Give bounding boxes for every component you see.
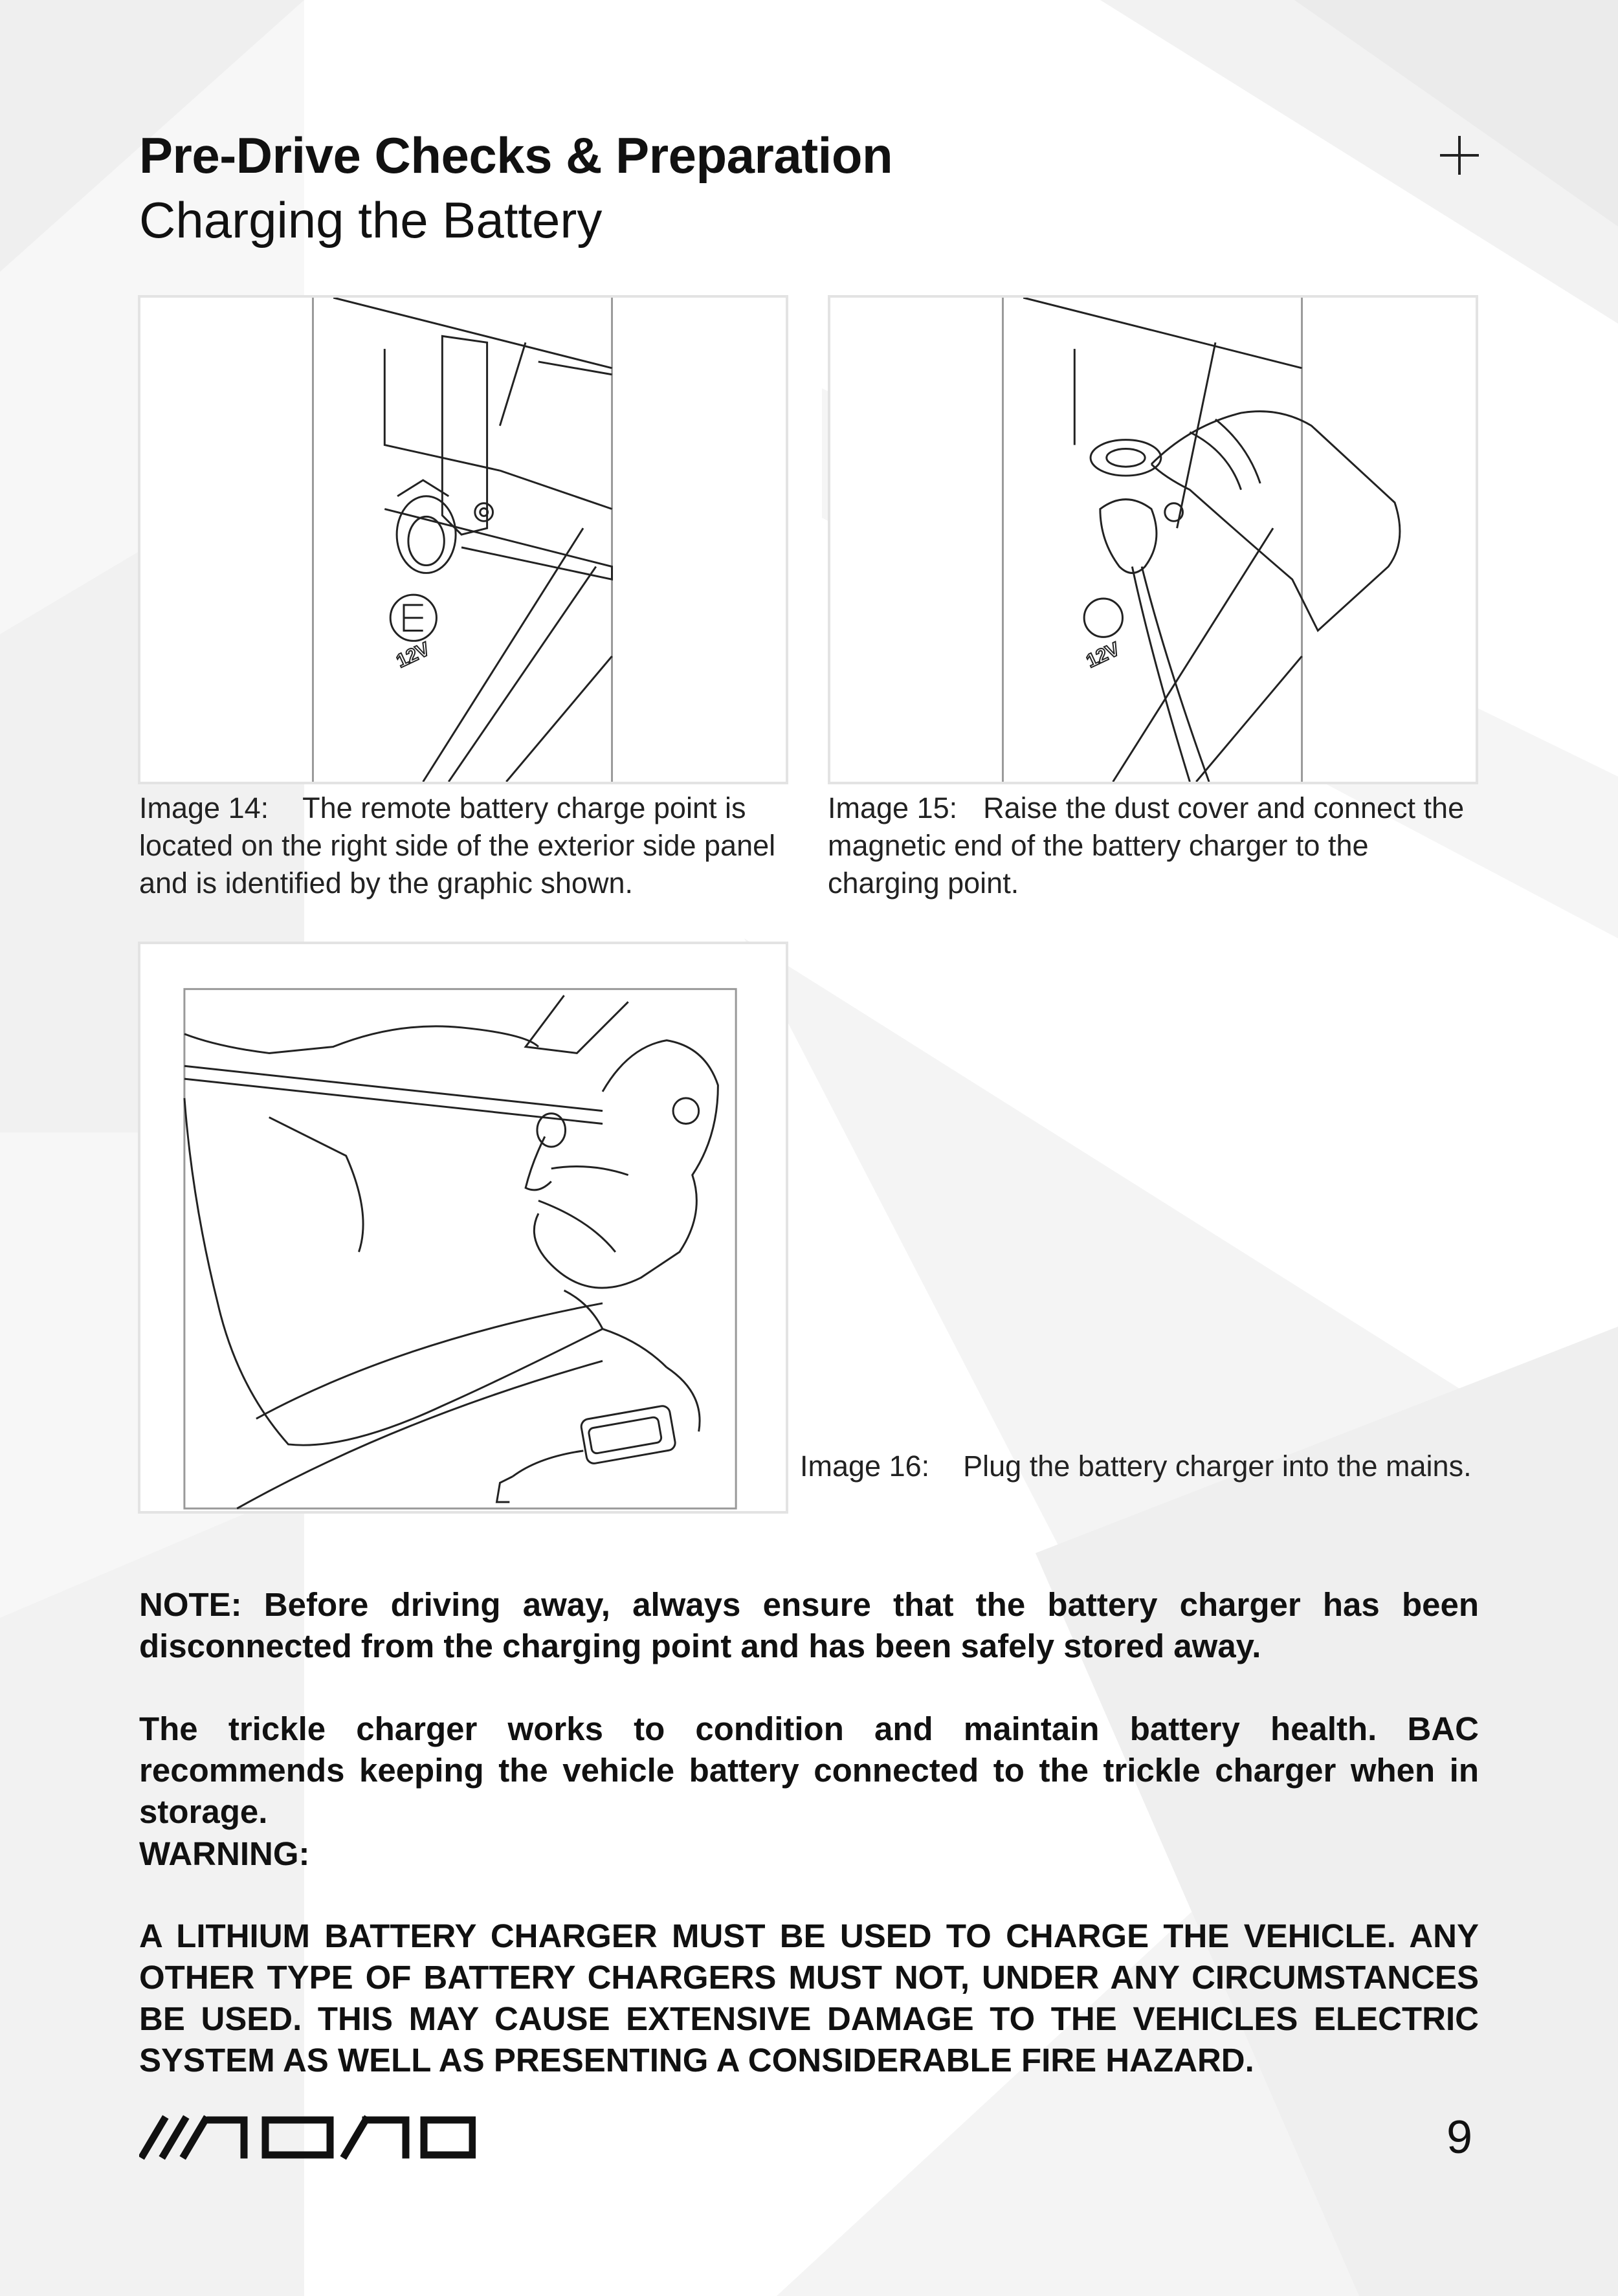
figure-16-image <box>138 942 788 1514</box>
caption-text: Plug the battery charger into the mains. <box>963 1450 1472 1483</box>
plus-icon <box>1437 133 1482 178</box>
warning-heading: WARNING: <box>139 1835 310 1872</box>
caption-text: Raise the dust cover and connect the magnetic end of the battery charger to the charging point. <box>828 791 1465 900</box>
caption-label: Image 15: <box>828 791 958 824</box>
caption-text: The remote battery charge point is located on the right side of the exterior side panel and is identified by the graphic shown. <box>139 791 776 900</box>
page-title: Pre-Drive Checks & Preparation <box>139 127 893 184</box>
info-paragraph: The trickle charger works to condition and maintain battery health. BAC recommends keeping the vehicle battery connected to the trickle charger when in storage. <box>139 1710 1479 1830</box>
figure-15-caption <box>828 789 1475 902</box>
page-subtitle: Charging the Battery <box>139 192 603 248</box>
charge-badge: 12V <box>1083 638 1124 672</box>
figure-15-image <box>828 295 1478 784</box>
caption-label: Image 16: <box>800 1450 930 1483</box>
caption-label: Image 14: <box>139 791 269 824</box>
figure-14-caption <box>139 789 786 902</box>
page-number: 9 <box>1446 2112 1473 2163</box>
warning-text: A LITHIUM BATTERY CHARGER MUST BE USED TO CHARGE THE VEHICLE. ANY OTHER TYPE OF BATTERY CHARGERS MUST NOT, UNDER ANY CIRCUMSTANCES BE USED. THIS MAY CAUSE EXTENSIVE DAMAGE TO THE VEHICLES ELECTRIC SYSTEM AS WELL AS PRESENTING A CONSIDERABLE FIRE HAZARD. <box>139 1917 1479 2079</box>
note-text: NOTE: Before driving away, always ensure that the battery charger has been disconnected from the charging point and has been safely stored away. <box>139 1586 1479 1664</box>
mono-logo <box>139 2115 476 2160</box>
figure-16-caption <box>800 1448 1473 1485</box>
charge-badge: 12V <box>393 638 434 672</box>
figure-14-image <box>138 295 788 784</box>
